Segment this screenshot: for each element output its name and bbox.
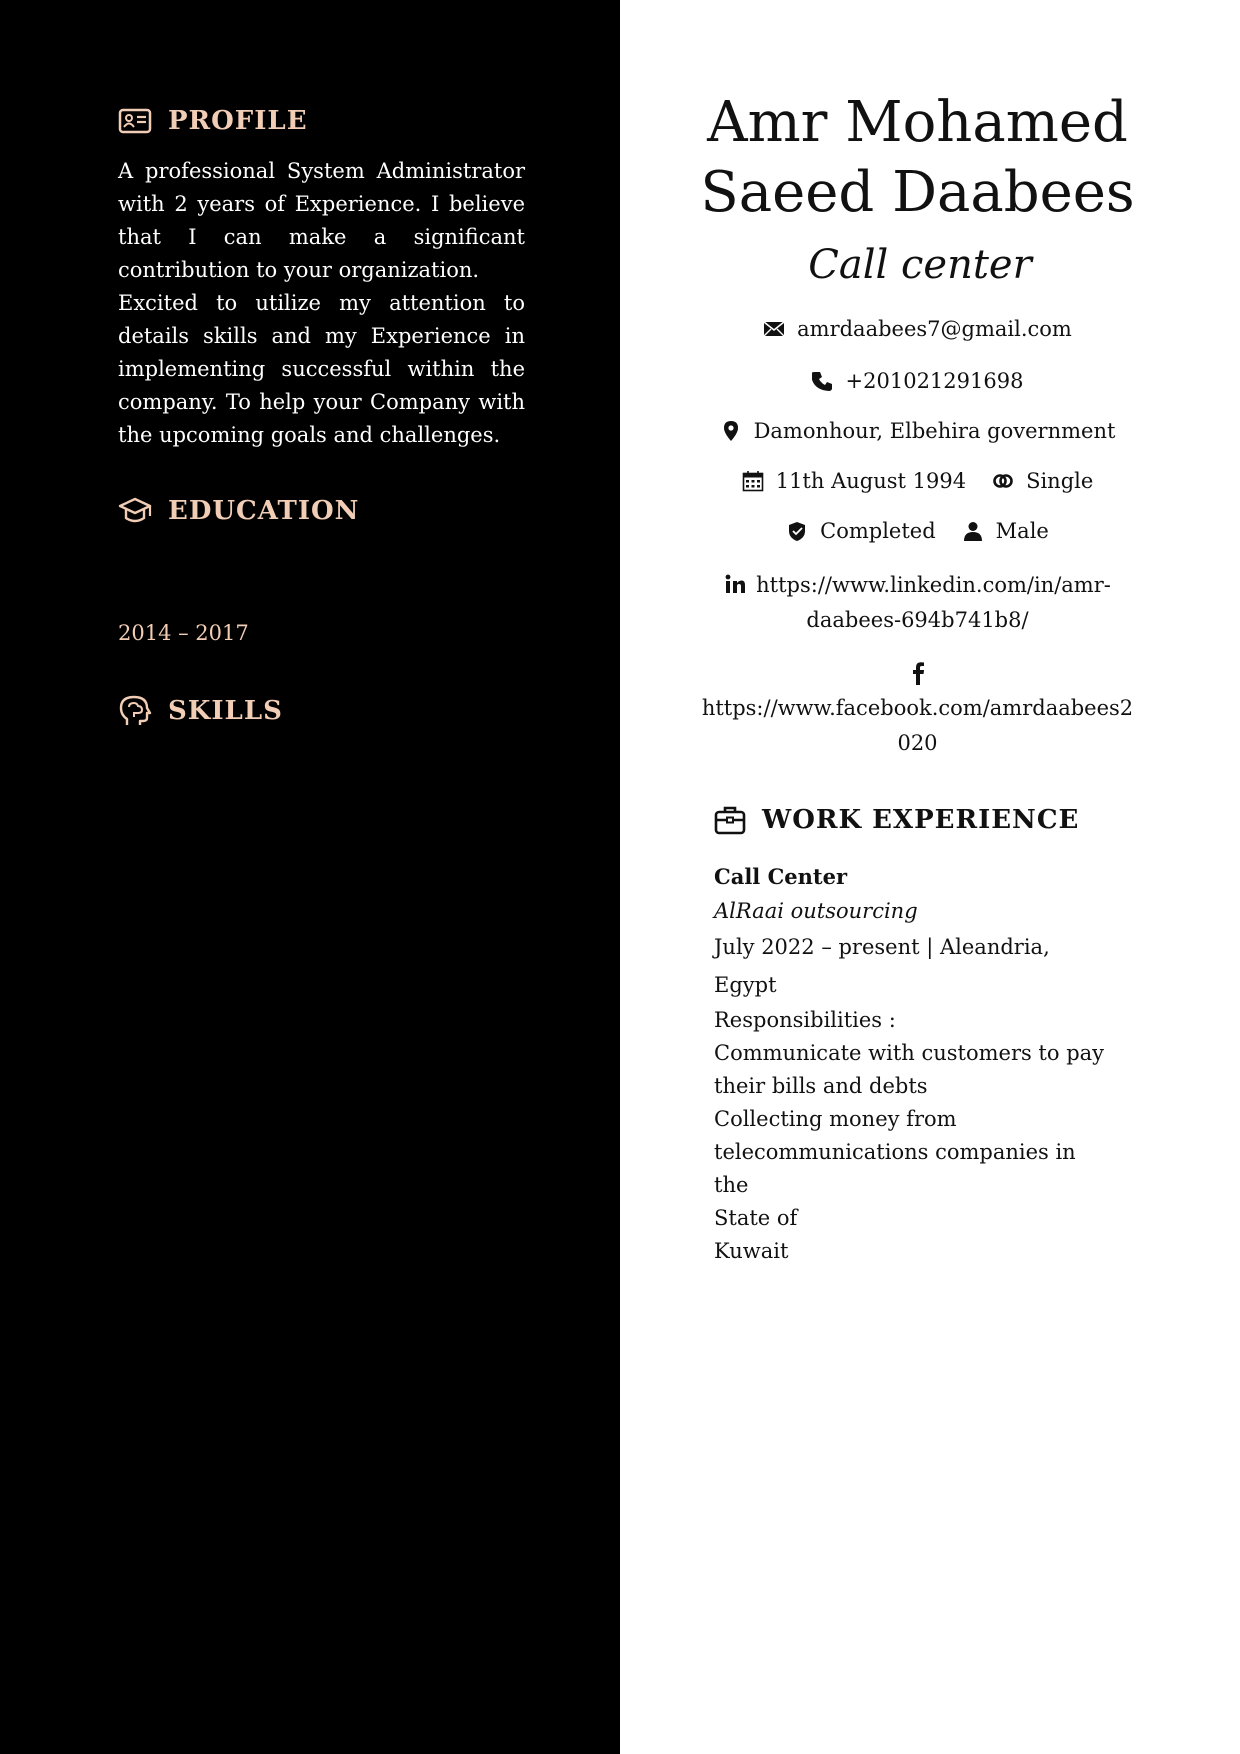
work-entry — [714, 860, 1114, 1268]
education-separator: | — [248, 621, 270, 645]
education-entry — [118, 547, 538, 651]
military-status-text: Completed — [820, 519, 936, 543]
profile-paragraph-2: Excited to utilize my attention to details skills and my Experience in implementing successful within the company. To help your Company with the upcoming goals and challenges. — [118, 291, 525, 447]
rings-icon — [992, 470, 1014, 492]
facebook-row — [660, 655, 1175, 761]
skills-separator: , — [408, 820, 416, 844]
skills-heading — [118, 694, 283, 728]
linkedin-line-1 — [660, 568, 1175, 603]
profile-heading-label: PROFILE — [168, 106, 308, 136]
envelope-icon — [763, 318, 785, 340]
skill-teamwork: Teamwork — [118, 853, 239, 878]
email-row — [660, 317, 1175, 341]
skill-ms-office: Microsoft Office: — [118, 752, 317, 777]
linkedin-url-part-2[interactable]: daabees-694b741b8/ — [806, 608, 1029, 632]
address-text: Damonhour, Elbehira government — [753, 419, 1116, 443]
skills-list — [118, 748, 518, 917]
name-line-2: Saeed Daabees — [700, 160, 1135, 225]
skills-heading-label: SKILLS — [168, 696, 283, 726]
linkedin-row — [660, 568, 1175, 638]
phone-icon — [812, 370, 834, 392]
profile-heading — [118, 104, 308, 138]
work-title: Call Center — [714, 864, 848, 889]
work-experience-heading — [714, 804, 1079, 836]
education-dates: 2014 – 2017 — [118, 621, 249, 645]
briefcase-icon — [714, 804, 746, 836]
skills-separator: , — [238, 854, 245, 878]
education-heading — [118, 494, 359, 528]
facebook-url-part-1[interactable]: https://www.facebook.com/amrdaabees2 — [701, 696, 1134, 720]
phone-text[interactable]: +201021291698 — [845, 369, 1024, 393]
skill-customer-service: Customer service — [204, 819, 409, 844]
gender-text: Male — [995, 519, 1049, 543]
skill-ms-office-detail: (Word, Excell, powerpoint) — [118, 753, 473, 810]
user-icon — [962, 520, 984, 542]
skill-leadership: Leadership — [118, 887, 249, 912]
calendar-icon — [742, 470, 764, 492]
education-meta — [118, 615, 538, 651]
birthdate-text: 11th August 1994 — [775, 469, 967, 493]
status-row — [660, 519, 1175, 543]
work-experience-heading-label: WORK EXPERIENCE — [762, 805, 1080, 835]
education-location: Alexandria, Egypt — [269, 621, 460, 645]
linkedin-icon — [724, 571, 746, 593]
shield-icon — [786, 520, 808, 542]
work-dates-location: July 2022 – present | Aleandria, Egypt — [714, 935, 1050, 997]
skills-separator: , — [247, 786, 255, 810]
id-card-icon — [118, 104, 152, 138]
job-role: Call center — [808, 242, 1032, 288]
address-row — [660, 419, 1175, 443]
head-brain-icon — [118, 694, 152, 728]
personal-info-row — [660, 469, 1175, 493]
profile-summary — [118, 155, 525, 452]
graduation-cap-icon — [118, 494, 152, 528]
marital-status-text: Single — [1026, 469, 1094, 493]
work-company: AlRaai outsourcing — [714, 899, 918, 923]
skill-html: HTML — [118, 819, 192, 844]
education-institution: King Marriott institute — [118, 586, 361, 610]
profile-paragraph-1: A professional System Administrator with 2 years of Experience. I believe that I can make a significant contribution to your organization. — [118, 159, 525, 282]
facebook-url-part-2[interactable]: 020 — [897, 731, 938, 755]
linkedin-url-part-1[interactable]: https://www.linkedin.com/in/amr- — [756, 573, 1111, 597]
name-line-1: Amr Mohamed — [707, 90, 1128, 155]
education-heading-label: EDUCATION — [168, 496, 360, 526]
education-degree: Bachelor of information systems — [118, 551, 502, 576]
phone-row — [660, 369, 1175, 393]
candidate-name — [640, 88, 1195, 228]
skills-separator: , — [191, 820, 205, 844]
map-pin-icon — [720, 420, 742, 442]
work-description: Responsibilities : Communicate with customers to pay their bills and debts Collecting money from telecommunications companies in the State of Kuwait — [714, 1008, 1105, 1263]
facebook-icon — [907, 661, 929, 685]
facebook-icon-holder — [660, 655, 1175, 691]
email-text[interactable]: amrdaabees7@gmail.com — [797, 317, 1072, 341]
